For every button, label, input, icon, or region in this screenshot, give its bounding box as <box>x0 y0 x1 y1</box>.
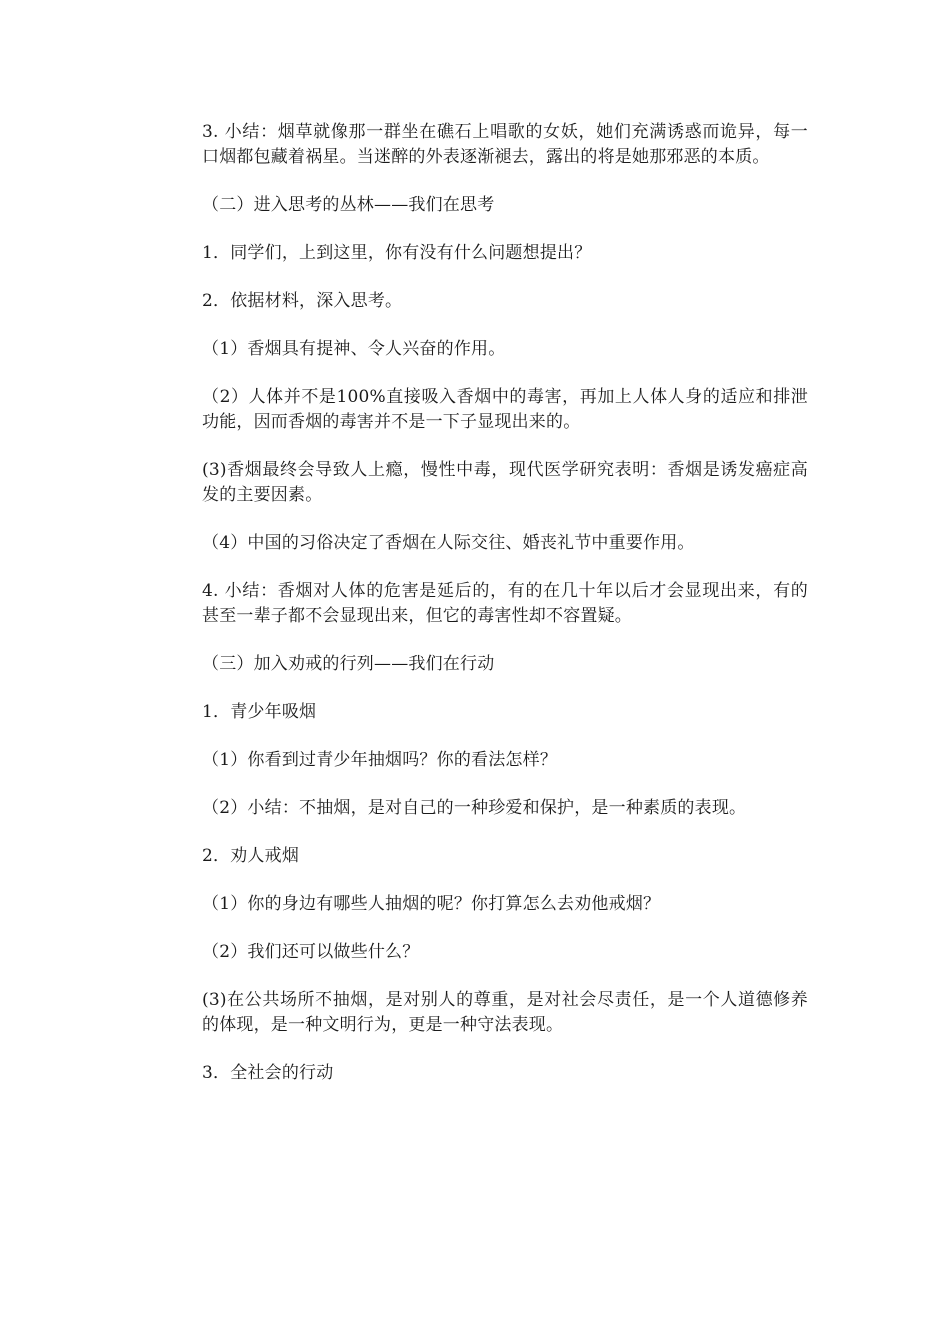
list-item: （2）人体并不是100%直接吸入香烟中的毒害，再加上人体人身的适应和排泄功能，因而香烟的毒害并不是一下子显现出来的。 <box>202 387 808 432</box>
summary-paragraph-harm: 4. 小结：香烟对人体的危害是延后的，有的在几十年以后才会显现出来，有的甚至一辈子都不会显现出来，但它的毒害性却不容置疑。 <box>202 581 808 626</box>
list-item: （2）小结：不抽烟，是对自己的一种珍爱和保护，是一种素质的表现。 <box>202 798 747 818</box>
list-item: （1）你看到过青少年抽烟吗？你的看法怎样？ <box>202 750 558 770</box>
list-item: （1）香烟具有提神、令人兴奋的作用。 <box>202 339 506 359</box>
list-item: (3)在公共场所不抽烟，是对别人的尊重，是对社会尽责任，是一个人道德修养的体现，是一种文明行为，更是一种守法表现。 <box>202 990 808 1035</box>
summary-paragraph-tobacco: 3. 小结：烟草就像那一群坐在礁石上唱歌的女妖，她们充满诱惑而诡异，每一口烟都包藏着祸星。当迷醉的外表逐渐褪去，露出的将是她那邪恶的本质。 <box>202 122 808 167</box>
list-item: 1．同学们，上到这里，你有没有什么问题想提出？ <box>202 243 592 263</box>
list-item: （2）我们还可以做些什么？ <box>202 942 420 962</box>
list-item: 2．依据材料，深入思考。 <box>202 291 403 311</box>
list-item: （4）中国的习俗决定了香烟在人际交往、婚丧礼节中重要作用。 <box>202 533 695 553</box>
list-item: (3)香烟最终会导致人上瘾，慢性中毒，现代医学研究表明：香烟是诱发癌症高发的主要因素。 <box>202 460 808 505</box>
list-item: （1）你的身边有哪些人抽烟的呢？你打算怎么去劝他戒烟？ <box>202 894 661 914</box>
section-heading-2: （二）进入思考的丛林——我们在思考 <box>202 195 495 215</box>
document-page <box>202 120 808 1109</box>
list-item: 2．劝人戒烟 <box>202 846 300 866</box>
list-item: 3．全社会的行动 <box>202 1063 334 1083</box>
section-heading-3: （三）加入劝戒的行列——我们在行动 <box>202 654 495 674</box>
list-item: 1．青少年吸烟 <box>202 702 317 722</box>
